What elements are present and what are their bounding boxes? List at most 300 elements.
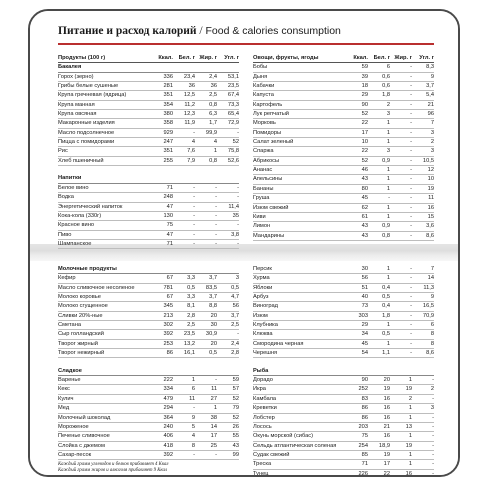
row-value: -: [215, 194, 217, 201]
row-value: 99,9: [205, 129, 217, 136]
row-value: 90: [361, 377, 368, 384]
table-row: [58, 203, 239, 212]
row-value: -: [432, 423, 434, 430]
row-value: 12,3: [183, 111, 195, 118]
row-label: Варенье: [58, 377, 81, 384]
row-value: 0,4: [382, 284, 390, 291]
row-value: 0,8: [209, 157, 217, 164]
footnote-line: Каждый грамм углеводов и белков прибавляет 4 Ккал: [58, 462, 169, 468]
header-row: [253, 54, 434, 63]
table-row: [58, 321, 239, 330]
row-label: Бананы: [253, 185, 274, 192]
row-value: 3: [235, 275, 239, 282]
header-cell: Угл. г: [224, 55, 239, 61]
row-label: Сахар-песок: [58, 451, 92, 458]
row-value: -: [410, 101, 412, 108]
row-value: 30,9: [205, 331, 217, 338]
row-value: 71: [361, 461, 368, 468]
row-value: -: [215, 184, 217, 191]
row-label: Изюм: [253, 312, 268, 319]
row-value: 6,3: [209, 111, 217, 118]
row-label: Сельдь атлантическая соленая: [253, 442, 337, 449]
row-value: 19: [405, 442, 412, 449]
row-value: -: [215, 231, 217, 238]
row-value: 80: [361, 185, 368, 192]
row-label: Киви: [253, 213, 266, 220]
row-value: 354: [163, 101, 173, 108]
row-value: 254: [358, 442, 368, 449]
table-row: [253, 222, 434, 231]
row-value: 351: [163, 92, 173, 99]
row-value: -: [410, 129, 412, 136]
row-value: 303: [358, 312, 368, 319]
row-value: -: [237, 331, 239, 338]
table-row: [58, 284, 239, 293]
row-value: 16: [405, 470, 412, 477]
row-value: 1: [386, 266, 390, 272]
row-value: 351: [163, 148, 173, 155]
row-value: -: [410, 73, 412, 80]
row-value: -: [410, 195, 412, 202]
row-value: 392: [163, 451, 173, 458]
row-label: Морковь: [253, 120, 276, 127]
row-value: 17: [361, 129, 368, 136]
row-value: 18: [361, 83, 368, 90]
table-row: [253, 166, 434, 175]
table-row: [253, 138, 434, 147]
header-cell: Жир. г: [199, 55, 217, 61]
row-value: 55: [232, 433, 239, 440]
row-value: 479: [163, 395, 173, 402]
row-value: 0,9: [382, 157, 390, 164]
row-label: Окунь морской (сибас): [253, 433, 313, 440]
row-label: Крупа манная: [58, 101, 95, 108]
row-label: Ананас: [253, 167, 273, 174]
row-value: 56: [361, 275, 368, 282]
row-value: 0,4: [382, 303, 390, 310]
row-value: 79: [232, 405, 239, 412]
top-left-rows: [58, 63, 239, 249]
row-value: -: [432, 395, 434, 402]
row-value: 99: [232, 451, 239, 458]
row-value: -: [193, 129, 195, 136]
row-label: Горох (зерно): [58, 73, 94, 80]
table-row: [253, 470, 434, 477]
row-value: -: [410, 185, 412, 192]
row-value: 29: [361, 322, 368, 329]
row-value: 73,3: [227, 101, 239, 108]
row-label: Пиво: [58, 231, 72, 238]
row-label: Спаржа: [253, 148, 274, 155]
table-row: [253, 63, 434, 72]
row-label: Клюква: [253, 331, 273, 338]
row-label: Хурма: [253, 275, 270, 282]
row-value: -: [432, 442, 434, 449]
row-label: Творог жирный: [58, 340, 98, 347]
table-row: [253, 274, 434, 283]
table-row: [253, 321, 434, 330]
row-value: 1: [386, 139, 390, 146]
header-cell: Бел. г: [178, 55, 195, 61]
row-value: 72,9: [227, 120, 239, 127]
table-row: [253, 376, 434, 385]
row-value: 47: [166, 231, 173, 238]
row-value: 213: [163, 312, 173, 319]
row-label: Смородина черная: [253, 340, 304, 347]
table-row: [58, 119, 239, 128]
row-value: -: [193, 194, 195, 201]
table-row: [58, 349, 239, 358]
table-row: [253, 82, 434, 91]
table-row: [58, 414, 239, 423]
row-value: 1: [408, 377, 412, 384]
row-value: 11: [211, 386, 217, 393]
table-row: [253, 204, 434, 213]
row-value: 4: [191, 139, 195, 146]
row-value: 20: [210, 340, 217, 347]
top-columns: [58, 54, 434, 249]
row-value: 1: [408, 451, 412, 458]
row-value: 3,7: [231, 312, 239, 319]
bottom-left-table: [58, 265, 239, 477]
row-value: 52: [232, 414, 239, 421]
row-value: 334: [163, 386, 173, 393]
row-value: 15: [427, 213, 434, 220]
row-label: Крупа овсяная: [58, 111, 97, 118]
row-value: 23,5: [183, 331, 195, 338]
row-value: -: [193, 222, 195, 229]
row-value: 3,3: [187, 275, 195, 282]
row-value: 16: [383, 433, 390, 440]
row-value: 43: [361, 223, 368, 230]
row-value: 7: [430, 266, 434, 272]
row-value: -: [237, 240, 239, 247]
row-value: 418: [163, 442, 173, 449]
row-value: 36: [188, 83, 195, 90]
row-value: 46: [361, 167, 368, 174]
top-right-rows: [253, 63, 434, 241]
table-row: [253, 395, 434, 404]
row-label: Кока-кола (330г): [58, 212, 102, 219]
row-value: 3,7: [426, 83, 434, 90]
table-row: [253, 185, 434, 194]
bottom-page: [30, 261, 458, 477]
row-value: 0,8: [382, 232, 390, 239]
section-heading: [58, 174, 239, 183]
row-value: 130: [163, 212, 173, 219]
row-label: Дорадо: [253, 377, 273, 384]
row-value: 43: [232, 442, 239, 449]
row-value: -: [410, 266, 412, 272]
row-value: 36: [210, 83, 217, 90]
row-value: 21: [383, 423, 390, 430]
table-row: [58, 404, 239, 413]
table-row: [58, 385, 239, 394]
row-value: -: [215, 240, 217, 247]
row-value: 1,1: [382, 350, 390, 357]
row-value: 929: [163, 129, 173, 136]
row-label: Кулич: [58, 395, 74, 402]
row-value: 19: [383, 386, 390, 393]
row-value: -: [215, 377, 217, 384]
table-row: [253, 129, 434, 138]
row-value: 0,5: [382, 331, 390, 338]
row-value: 2,8: [231, 350, 239, 357]
row-value: 2: [430, 386, 434, 393]
row-label: Тунец: [253, 470, 269, 477]
row-value: 1: [386, 322, 390, 329]
table-row: [58, 91, 239, 100]
row-value: 61: [361, 213, 368, 220]
row-value: 8,1: [187, 303, 195, 310]
row-label: Сливки 20%-ные: [58, 312, 103, 319]
row-value: 52: [232, 395, 239, 402]
spacer: [253, 358, 434, 366]
row-value: 11,3: [423, 284, 434, 291]
row-value: -: [193, 184, 195, 191]
row-label: Клубника: [253, 322, 278, 329]
row-value: 6: [430, 322, 434, 329]
row-value: 23,5: [227, 83, 239, 90]
row-value: 90: [361, 101, 368, 108]
row-value: 5: [191, 423, 195, 430]
row-value: 1: [386, 340, 390, 347]
row-value: 22: [361, 148, 368, 155]
row-value: 1: [386, 204, 390, 211]
row-label: Пицца с помидорами: [58, 139, 115, 146]
row-label: Треска: [253, 461, 272, 468]
table-row: [58, 193, 239, 202]
row-value: 0,9: [382, 223, 390, 230]
row-value: 11: [428, 195, 434, 202]
row-value: 345: [163, 303, 173, 310]
row-value: 83,5: [205, 284, 217, 291]
row-value: 2,4: [209, 73, 217, 80]
row-value: 1: [386, 120, 390, 127]
row-value: 45: [361, 340, 368, 347]
row-value: 1: [213, 148, 217, 155]
row-value: -: [193, 203, 195, 210]
row-value: -: [410, 232, 412, 239]
row-value: -: [410, 331, 412, 338]
row-value: -: [410, 64, 412, 71]
row-value: -: [237, 184, 239, 191]
row-value: 2,5: [209, 92, 217, 99]
row-value: 45: [361, 195, 368, 202]
header-cell: Продукты (100 г): [58, 55, 106, 61]
row-label: Бобы: [253, 64, 268, 71]
row-label: Рыба: [253, 367, 269, 374]
table-row: [58, 442, 239, 451]
row-value: 2,5: [231, 322, 239, 329]
row-value: 75: [361, 433, 368, 440]
title-en: Food & calories consumption: [205, 25, 341, 37]
row-value: 20: [383, 377, 390, 384]
row-value: 86: [361, 414, 368, 421]
row-value: -: [215, 203, 217, 210]
row-value: -: [215, 222, 217, 229]
row-value: -: [193, 212, 195, 219]
row-value: -: [193, 231, 195, 238]
table-row: [253, 110, 434, 119]
row-value: 226: [358, 470, 368, 477]
row-value: 203: [358, 423, 368, 430]
row-value: 14: [427, 275, 434, 282]
row-value: 2: [386, 101, 390, 108]
row-value: -: [215, 451, 217, 458]
row-value: 52: [361, 111, 368, 118]
row-value: 30: [361, 266, 368, 272]
row-value: -: [410, 111, 412, 118]
row-value: -: [215, 212, 217, 219]
row-value: 67: [166, 275, 173, 282]
row-label: Лук репчатый: [253, 111, 289, 118]
table-row: [58, 302, 239, 311]
row-label: Икра: [253, 386, 266, 393]
row-label: Апельсины: [253, 176, 283, 183]
row-value: 52,6: [227, 157, 239, 164]
row-value: 43: [361, 176, 368, 183]
row-value: 8,6: [426, 232, 434, 239]
row-value: -: [388, 195, 390, 202]
row-value: 9: [430, 73, 434, 80]
row-label: Судак свежий: [253, 451, 290, 458]
row-value: 240: [163, 423, 173, 430]
row-value: 358: [163, 120, 173, 127]
row-value: -: [432, 433, 434, 440]
row-value: 27: [210, 395, 217, 402]
row-value: 0,5: [187, 284, 195, 291]
table-row: [253, 91, 434, 100]
row-value: 10,5: [422, 157, 434, 164]
row-value: 1: [213, 405, 217, 412]
row-label: Энергетический напиток: [58, 203, 123, 210]
title-ru: Питание и расход калорий: [58, 25, 197, 37]
row-value: -: [410, 148, 412, 155]
row-value: 255: [163, 157, 173, 164]
row-value: 781: [163, 284, 173, 291]
row-value: 70,9: [422, 312, 434, 319]
row-label: Макаронные изделия: [58, 120, 115, 127]
row-value: 9: [430, 294, 434, 301]
table-row: [58, 423, 239, 432]
table-row: [58, 129, 239, 138]
row-value: 16,5: [422, 303, 434, 310]
table-row: [253, 340, 434, 349]
table-row: [58, 73, 239, 82]
table-row: [253, 293, 434, 302]
row-label: Лобстер: [253, 414, 275, 421]
table-row: [253, 414, 434, 423]
bottom-right-rows: [253, 265, 434, 477]
row-value: 1: [408, 405, 412, 412]
header-cell: Жир. г: [394, 55, 412, 61]
row-value: 4,7: [231, 294, 239, 301]
row-value: 13: [405, 423, 412, 430]
row-value: -: [410, 303, 412, 310]
row-value: 10: [427, 176, 434, 183]
row-value: 17: [383, 461, 390, 468]
row-label: Молоко сгущенное: [58, 303, 108, 310]
row-value: -: [410, 312, 412, 319]
row-label: Мандарины: [253, 232, 285, 239]
table-row: [253, 442, 434, 451]
row-value: 1: [386, 167, 390, 174]
row-value: 39: [361, 73, 368, 80]
table-row: [253, 302, 434, 311]
row-label: Дыня: [253, 73, 268, 80]
row-value: 29: [361, 92, 368, 99]
row-value: 10: [361, 139, 368, 146]
table-row: [253, 451, 434, 460]
table-row: [253, 73, 434, 82]
row-value: 1,7: [209, 120, 217, 127]
row-value: 252: [358, 386, 368, 393]
row-label: Арбуз: [253, 294, 269, 301]
row-label: Крупа гречневая (ядрица): [58, 92, 127, 99]
table-row: [58, 147, 239, 156]
row-value: 52: [232, 139, 239, 146]
row-value: 65,4: [227, 111, 239, 118]
row-value: 2,8: [187, 312, 195, 319]
table-row: [253, 330, 434, 339]
row-value: -: [410, 275, 412, 282]
table-row: [253, 349, 434, 358]
row-label: Капуста: [253, 92, 274, 99]
row-value: 17: [210, 433, 217, 440]
row-value: 96: [427, 111, 434, 118]
table-row: [58, 340, 239, 349]
row-value: -: [410, 176, 412, 183]
row-label: Слойка с джемом: [58, 442, 105, 449]
row-value: 22: [383, 470, 390, 477]
row-label: Лосось: [253, 423, 272, 430]
row-value: 18,9: [378, 442, 390, 449]
row-value: 73: [361, 303, 368, 310]
row-value: -: [237, 222, 239, 229]
row-value: 3,6: [426, 223, 434, 230]
row-value: 0,6: [382, 83, 390, 90]
row-value: 67: [166, 294, 173, 301]
row-value: 62: [361, 204, 368, 211]
table-row: [58, 451, 239, 460]
row-value: 3,7: [209, 275, 217, 282]
row-value: 53,1: [227, 73, 239, 80]
row-value: 3: [430, 405, 434, 412]
top-left-table: [58, 54, 239, 249]
row-value: 222: [163, 377, 173, 384]
row-value: -: [432, 470, 434, 477]
row-label: Молочный шоколад: [58, 414, 111, 421]
row-label: Сыр голландский: [58, 331, 104, 338]
row-value: 86: [361, 405, 368, 412]
table-row: [253, 432, 434, 441]
row-label: [58, 358, 239, 366]
row-value: -: [432, 451, 434, 458]
row-value: 7,6: [187, 148, 195, 155]
row-value: 406: [163, 433, 173, 440]
table-row: [253, 265, 434, 274]
row-value: -: [410, 167, 412, 174]
notebook-cover: [28, 9, 460, 477]
table-row: [253, 175, 434, 184]
header-cell: Угл. г: [419, 55, 434, 61]
row-label: Белое вино: [58, 184, 89, 191]
table-row: [253, 147, 434, 156]
table-row: [253, 194, 434, 203]
row-value: 1: [386, 129, 390, 136]
row-value: 3: [386, 111, 390, 118]
